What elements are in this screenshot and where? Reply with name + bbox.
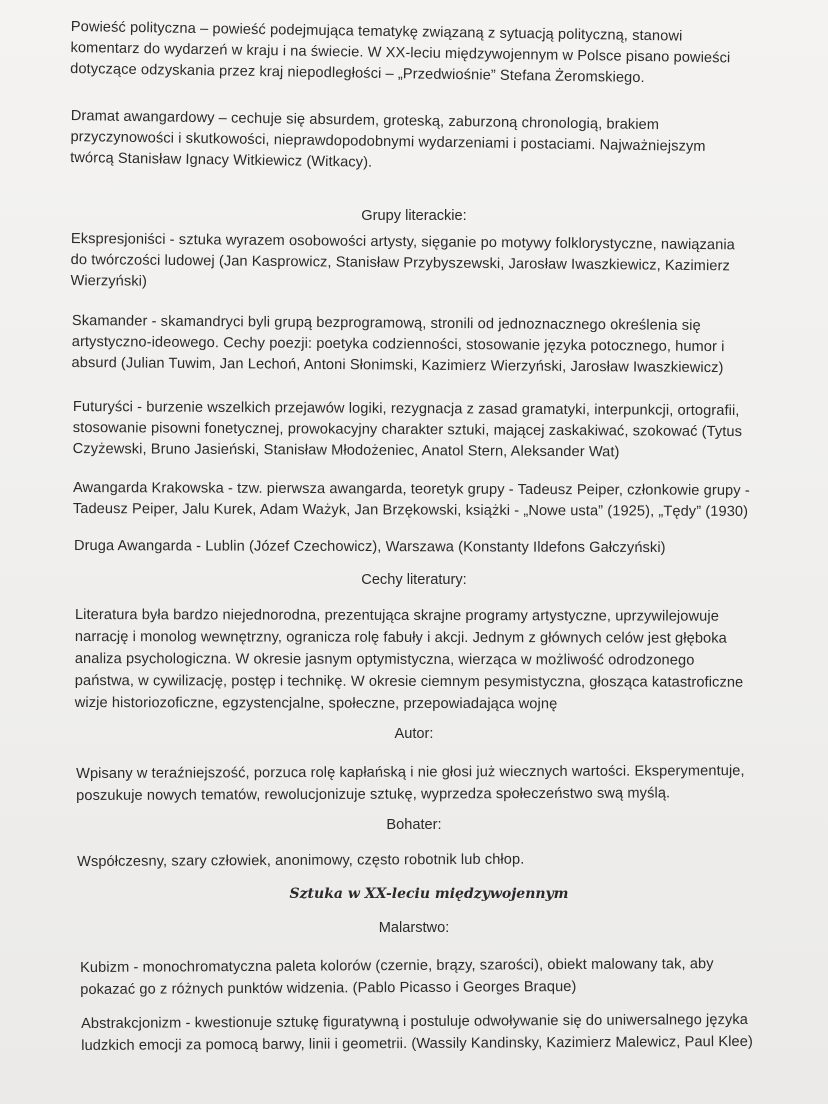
text-line: Skamander - skamandryci byli grupą bezprogramową, stronili od jednoznacznego określenia się: [71, 312, 701, 334]
heading-grupy-literackie: Grupy literackie:: [361, 208, 467, 224]
text-line: ludzkich emocji za pomocą barwy, linii i geometrii. (Wassily Kandinsky, Kazimierz Malewicz, Paul Klee): [81, 1033, 753, 1054]
text-line: Współczesny, szary człowiek, anonimowy, często robotnik lub chłop.: [77, 851, 525, 870]
paragraph-bohater: [77, 850, 524, 873]
text-line: Wierzyński): [70, 272, 148, 290]
paragraph-autor: [76, 760, 745, 807]
paragraph-kubizm: [80, 953, 714, 1001]
text-line: narrację i monolog wewnętrzny, ogranicza rolę fabuły i akcji. Jednym z głównych celów jest głęboka: [74, 628, 727, 647]
paragraph-druga-awangarda: [74, 536, 666, 559]
text-line: twórcą Stanisław Ignacy Witkiewicz (Witkacy).: [70, 149, 373, 171]
text-line: Literatura była bardzo niejednorodna, prezentująca skrajne programy artystyczne, uprzywilejowuje: [74, 607, 719, 625]
text-line: komentarz do wydarzeń w kraju i na świecie. W XX-leciu międzywojennym w Polsce pisano powieści: [70, 39, 731, 67]
paragraph-abstrakcjonizm: [81, 1009, 753, 1057]
text-line: dotyczące odzyskania przez kraj niepodległości – „Przedwiośnie” Stefana Żeromskiego.: [70, 60, 645, 87]
heading-autor: Autor:: [394, 726, 434, 742]
heading-bohater: Bohater:: [386, 817, 442, 833]
paragraph-skamander: [72, 311, 725, 379]
paragraph-powiesc-polityczna: [70, 17, 731, 90]
text-line: Abstrakcjonizm - kwestionuje sztukę figuratywną i postuluje odwoływanie się do uniwersalnego języka: [81, 1011, 749, 1032]
text-line: Kubizm - monochromatyczna paleta kolorów (czernie, brązy, szarości), obiekt malowany tak, aby: [80, 956, 714, 976]
paragraph-awangarda-krakowska: [73, 478, 750, 523]
text-line: analiza psychologiczna. W okresie jasnym optymistyczna, wierząca w możliwość odrodzonego: [74, 650, 695, 669]
text-line: Awangarda Krakowska - tzw. pierwsza awangarda, teoretyk grupy - Tadeusz Peiper, członkowie grupy -: [72, 479, 750, 499]
text-line: poszukuje nowych tematów, rewolucjonizuje sztukę, wyprzedza społeczeństwo swą myślą.: [76, 785, 671, 804]
text-line: Ekspresjoniści - sztuka wyrazem osobowości artysty, sięganie po motywy folklorystyczne, nawiązania: [70, 230, 736, 254]
text-line: do twórczości ludowej (Jan Kasprowicz, Stanisław Przybyszewski, Jarosław Iwaszkiewicz, Kazimierz: [70, 251, 730, 275]
text-line: Futuryści - burzenie wszelkich przejawów logiki, rezygnacja z zasad gramatyki, interpunkcji, ortografii,: [72, 398, 740, 420]
text-line: Wpisany w teraźniejszość, porzuca rolę kapłańską i nie głosi już wiecznych wartości. Eksperymentuje,: [76, 763, 745, 782]
paragraph-ekspresjonisci: [70, 229, 735, 298]
text-line: Dramat awangardowy – cechuje się absurdem, groteską, zaburzoną chronologią, brakiem: [70, 107, 660, 134]
paragraph-dramat-awangardowy: [70, 106, 706, 179]
text-line: Czyżewski, Bruno Jasieński, Stanisław Młodożeniec, Anatol Stern, Aleksander Wat): [72, 440, 620, 461]
text-line: wizje historiozoficzne, egzystencjalne, społeczne, przepowiadająca wojnę: [74, 694, 558, 713]
paragraph-cechy-literatury: [75, 604, 744, 716]
text-line: państwa, w cywilizację, postęp i technikę. W okresie ciemnym pesymistyczna, głosząca katastroficzne: [74, 672, 744, 691]
paragraph-futurysci: [73, 397, 743, 464]
section-title-sztuka: Sztuka w XX-leciu międzywojennym: [289, 886, 569, 902]
text-line: Powieść polityczna – powieść podejmująca tematykę związaną z sytuacją polityczną, stanowi: [70, 18, 683, 45]
heading-malarstwo: Malarstwo:: [378, 920, 450, 936]
text-line: pokazać go z różnych punktów widzenia. (Pablo Picasso i Georges Braque): [80, 978, 577, 998]
text-line: Druga Awangarda - Lublin (Józef Czechowicz), Warszawa (Konstanty Ildefons Gałczyński): [73, 538, 666, 557]
text-line: absurd (Julian Tuwim, Jan Lechoń, Antoni Słonimski, Kazimierz Wierzyński, Jarosław Iwaszkiewicz): [71, 354, 724, 377]
text-line: stosowanie pisowni fonetycznej, prowokacyjny charakter sztuki, mającej zaskakiwać, szokować (Tytus: [72, 419, 743, 441]
text-line: Tadeusz Peiper, Jalu Kurek, Adam Ważyk, Jan Brzękowski, książki - „Nowe usta” (1925), „Tędy” (1930): [72, 500, 749, 520]
text-line: artystyczno-ideowego. Cechy poezji: poetyka codzienności, stosowanie języka potocznego, humor i: [71, 333, 725, 356]
text-line: przyczynowości i skutkowości, nieprawdopodobnymi wydarzeniami i postaciami. Najważniejszym: [70, 128, 706, 155]
heading-cechy-literatury: Cechy literatury:: [361, 572, 467, 588]
